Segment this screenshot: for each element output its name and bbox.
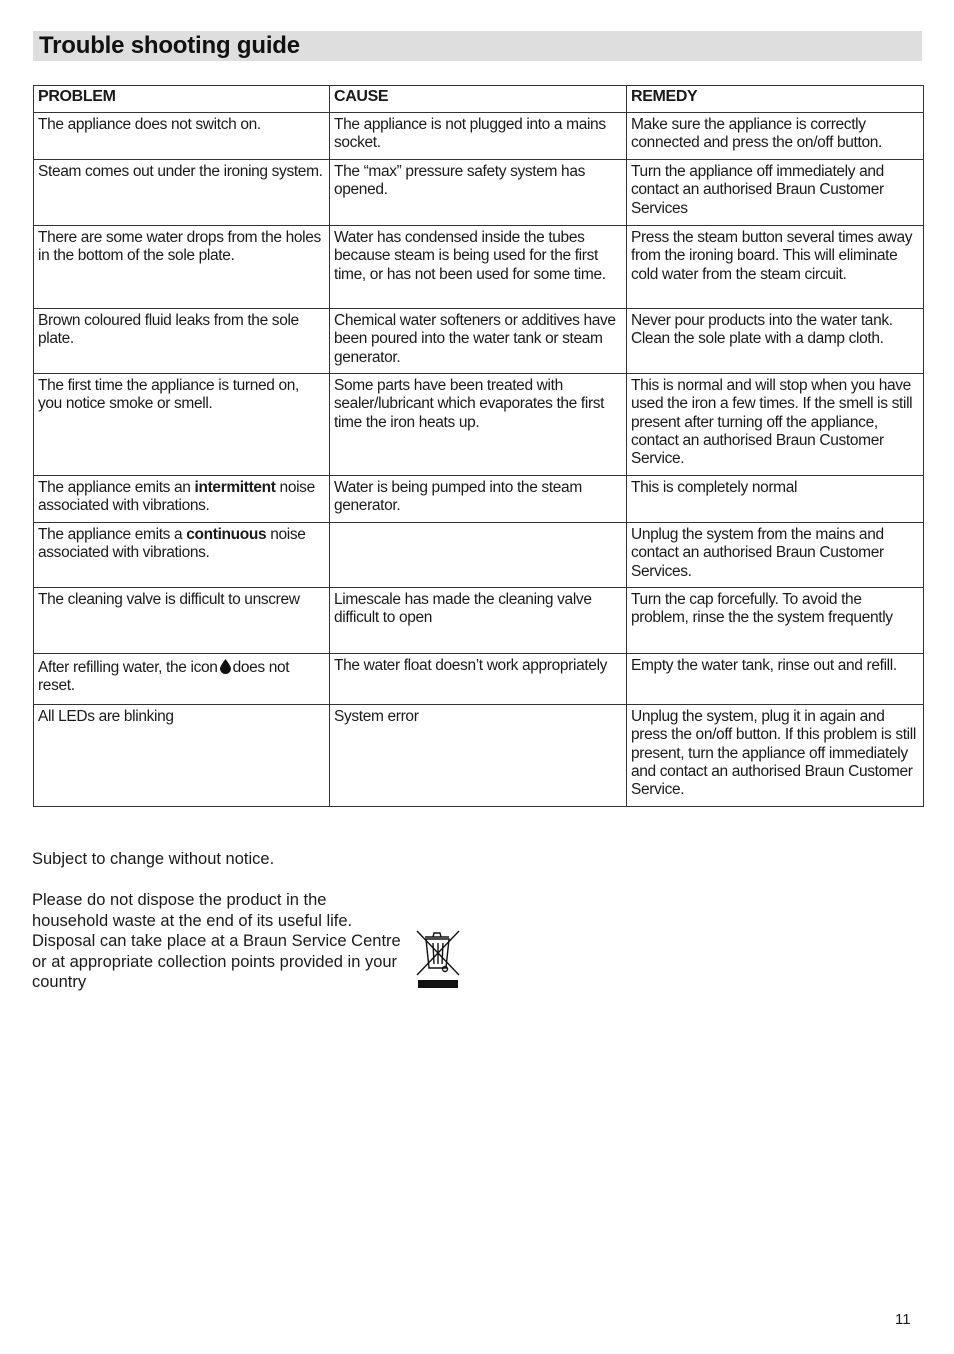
problem-cell (34, 523, 330, 588)
problem-text-end: noise associated with vibrations. (38, 479, 315, 515)
table-row (34, 309, 924, 374)
problem-cell: Brown coloured fluid leaks from the sole plate. (34, 309, 330, 374)
table-header-row (34, 86, 924, 113)
problem-cell (34, 476, 330, 523)
cause-cell: The water float doesn’t work appropriately (330, 654, 627, 705)
water-drop-icon (220, 659, 231, 674)
cause-cell: The appliance is not plugged into a mains socket. (330, 113, 627, 160)
cause-cell: Chemical water softeners or additives have been poured into the water tank or steam generator. (330, 309, 627, 374)
change-notice: Subject to change without notice. (32, 850, 275, 868)
remedy-cell: Turn the cap forcefully. To avoid the problem, rinse the the system frequently (627, 588, 924, 654)
table-row (34, 705, 924, 807)
problem-text-end: noise associated with vibrations. (38, 526, 306, 562)
header-cause: CAUSE (330, 86, 627, 113)
remedy-cell: Empty the water tank, rinse out and refill. (627, 654, 924, 705)
header-problem: PROBLEM (34, 86, 330, 113)
table-row (34, 113, 924, 160)
problem-cell: The cleaning valve is difficult to unscrew (34, 588, 330, 654)
problem-emphasis: intermittent (194, 479, 276, 496)
page-title: Trouble shooting guide (39, 32, 300, 59)
problem-cell: All LEDs are blinking (34, 705, 330, 807)
disposal-notice: Please do not dispose the product in the household waste at the end of its useful life. Disposal can take place at a Braun Service Centre or at appropriate collection points provided in your country (32, 891, 401, 991)
cause-cell (330, 523, 627, 588)
remedy-cell: Unplug the system from the mains and contact an authorised Braun Customer Services. (627, 523, 924, 588)
problem-cell: The first time the appliance is turned on, you notice smoke or smell. (34, 374, 330, 476)
cause-cell: Water has condensed inside the tubes because steam is being used for the first time, or has not been used for some time. (330, 226, 627, 309)
cause-cell: The “max” pressure safety system has opened. (330, 160, 627, 226)
problem-text-end: does not reset. (38, 659, 290, 695)
troubleshooting-table (33, 85, 924, 807)
problem-cell: There are some water drops from the holes in the bottom of the sole plate. (34, 226, 330, 309)
header-remedy: REMEDY (627, 86, 924, 113)
problem-cell (34, 654, 330, 705)
problem-text-start: After refilling water, the icon (38, 659, 218, 676)
remedy-cell: This is normal and will stop when you have used the iron a few times. If the smell is still present after turning off the appliance, contact an authorised Braun Customer Service. (627, 374, 924, 476)
problem-cell: Steam comes out under the ironing system. (34, 160, 330, 226)
title-bar (33, 31, 922, 61)
problem-text-start: The appliance emits an (38, 479, 195, 496)
table-row (34, 654, 924, 705)
remedy-cell: Unplug the system, plug it in again and press the on/off button. If this problem is still present, turn the appliance off immediately and contact an authorised Braun Customer Service. (627, 705, 924, 807)
cause-cell: Limescale has made the cleaning valve difficult to open (330, 588, 627, 654)
problem-text-start: The appliance emits a (38, 526, 187, 543)
problem-emphasis: continuous (186, 526, 267, 543)
cause-cell: Water is being pumped into the steam generator. (330, 476, 627, 523)
cause-cell: System error (330, 705, 627, 807)
table-row (34, 588, 924, 654)
table-row (34, 523, 924, 588)
problem-cell: The appliance does not switch on. (34, 113, 330, 160)
table-row (34, 160, 924, 226)
crossed-out-wheelie-bin-icon (414, 928, 462, 990)
remedy-cell: Press the steam button several times away from the ironing board. This will eliminate cold water from the steam circuit. (627, 226, 924, 309)
table-row (34, 226, 924, 309)
remedy-cell: Never pour products into the water tank. Clean the sole plate with a damp cloth. (627, 309, 924, 374)
remedy-cell: Turn the appliance off immediately and contact an authorised Braun Customer Services (627, 160, 924, 226)
page-number: 11 (895, 1311, 911, 1328)
table-row (34, 374, 924, 476)
table-row (34, 476, 924, 523)
remedy-cell: This is completely normal (627, 476, 924, 523)
remedy-cell: Make sure the appliance is correctly connected and press the on/off button. (627, 113, 924, 160)
cause-cell: Some parts have been treated with sealer/lubricant which evaporates the first time the iron heats up. (330, 374, 627, 476)
